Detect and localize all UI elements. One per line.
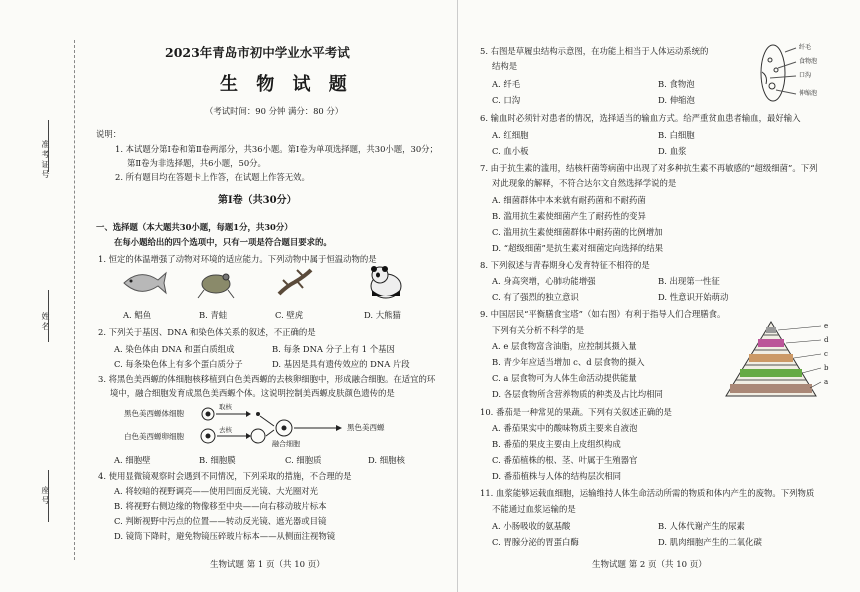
q7-option-c: C. 滥用抗生素使细菌群体中耐药菌的比例增加 xyxy=(492,227,663,237)
q5-option-c: C. 口沟 xyxy=(492,95,521,105)
q4-option-a: A. 将较暗的视野调亮——使用凹面反光镜、大光圈对光 xyxy=(114,486,318,496)
frog-image xyxy=(196,268,236,300)
paramecium-diagram xyxy=(748,40,798,106)
paramecium-cilia-label: 纤毛 xyxy=(799,44,812,51)
q8-option-c: C. 有了强烈的独立意识 xyxy=(492,292,579,302)
q6-option-c: C. 血小板 xyxy=(492,146,529,156)
paramecium-oral-groove-label: 口沟 xyxy=(799,72,812,79)
black-axolotl-label: 黑色美西螈 xyxy=(347,423,385,432)
section-1-instruction: 在每小题给出的四个选项中，只有一项是符合题目要求的。 xyxy=(114,237,332,247)
question-11b: 不能通过血浆运输的是 xyxy=(492,504,576,514)
q3-option-c: C. 细胞质 xyxy=(285,455,322,465)
q1-option-d: D. 大熊猫 xyxy=(364,310,401,320)
q8-option-d: D. 性意识开始萌动 xyxy=(658,292,729,302)
q10-option-c: C. 番茄植株的根、茎、叶属于生殖器官 xyxy=(492,455,638,465)
white-egg-cell-label: 白色美西螈卵细胞 xyxy=(124,432,184,441)
paramecium-food-vacuole-label: 食物泡 xyxy=(799,58,818,65)
q10-option-b: B. 番茄的果皮主要由上皮组织构成 xyxy=(492,439,621,449)
question-1: 1. 恒定的体温增强了动物对环境的适应能力。下列动物中属于恒温动物的是 xyxy=(98,254,377,264)
question-7b: 对此现象的解释，不符合达尔文自然选择学说的是 xyxy=(492,178,677,188)
q7-option-b: B. 滥用抗生素使细菌产生了耐药性的变异 xyxy=(492,211,646,221)
q9-option-b: B. 青少年应适当增加 c、d 层食物的摄入 xyxy=(492,357,645,367)
q2-option-a: A. 染色体由 DNA 和蛋白质组成 xyxy=(114,344,235,354)
exam-title: 2023年青岛市初中学业水平考试 xyxy=(165,45,350,60)
food-pyramid-diagram xyxy=(716,318,829,400)
black-somatic-cell-label: 黑色美西螈体细胞 xyxy=(124,409,184,418)
seat-label: 座号 xyxy=(41,486,50,506)
page-2-footer: 生物试题 第 2 页（共 10 页） xyxy=(592,560,707,570)
q11-option-c: C. 胃腺分泌的胃蛋白酶 xyxy=(492,537,579,547)
question-11: 11. 血浆能够运载血细胞，运输维持人体生命活动所需的物质和体内产生的废物。下列物质 xyxy=(480,488,815,498)
notes-label: 说明： xyxy=(96,129,122,139)
q11-option-a: A. 小肠吸收的氨基酸 xyxy=(492,521,571,531)
section-1-heading: 一、选择题（本大题共30小题，每题1分，共30分） xyxy=(96,222,293,232)
q8-option-a: A. 身高突增，心肺功能增强 xyxy=(492,276,596,286)
pyramid-label-b: b xyxy=(824,364,829,372)
q9-option-c: C. a 层食物可为人体生命活动提供能量 xyxy=(492,373,637,383)
q6-option-d: D. 血浆 xyxy=(658,146,687,156)
note-2: 2. 所有题目均在答题卡上作答，在试题上作答无效。 xyxy=(115,172,310,182)
q10-option-d: D. 番茄植株与人体的结构层次相同 xyxy=(492,471,621,481)
note-1: 1. 本试题分第Ⅰ卷和第Ⅱ卷两部分，共36小题。第Ⅰ卷为单项选择题，共30小题，30分； xyxy=(115,144,438,154)
q5-option-d: D. 伸缩泡 xyxy=(658,95,695,105)
question-8: 8. 下列叙述与青春期身心发育特征不相符的是 xyxy=(480,260,650,270)
name-label: 姓名 xyxy=(41,312,50,332)
pomfret-fish-image xyxy=(120,268,168,298)
panda-image xyxy=(366,264,406,300)
question-7: 7. 由于抗生素的滥用，结核杆菌等病菌中出现了对多种抗生素不再敏感的“超级细菌”。下列 xyxy=(480,163,818,173)
q2-option-b: B. 每条 DNA 分子上有 1 个基因 xyxy=(272,344,395,354)
pyramid-label-c: c xyxy=(824,350,828,358)
question-6: 6. 输血时必须针对患者的情况，选择适当的输血方式。给严重贫血患者输血，最好输入 xyxy=(480,113,801,123)
name-blank xyxy=(48,290,49,342)
fused-cell-label: 融合细胞 xyxy=(272,440,300,448)
pyramid-label-d: d xyxy=(824,336,829,344)
exam-number-blank xyxy=(48,120,49,172)
q8-option-b: B. 出现第一性征 xyxy=(658,276,720,286)
pyramid-label-e: e xyxy=(824,322,829,330)
note-1b: 第Ⅱ卷为非选择题，共6小题，50分。 xyxy=(127,158,266,168)
seat-blank xyxy=(48,470,49,522)
q3-option-d: D. 细胞核 xyxy=(368,455,405,465)
q1-option-c: C. 壁虎 xyxy=(275,310,304,320)
question-4: 4. 使用显微镜观察时会遇到不同情况，下列采取的措施，不合理的是 xyxy=(98,471,352,481)
question-10: 10. 番茄是一种常见的果蔬。下列有关叙述正确的是 xyxy=(480,407,672,417)
remove-nucleus-label: 去核 xyxy=(219,426,232,434)
q2-option-d: D. 基因是具有遗传效应的 DNA 片段 xyxy=(272,359,410,369)
q7-option-a: A. 细菌群体中本来就有耐药菌和不耐药菌 xyxy=(492,195,646,205)
q6-option-a: A. 红细胞 xyxy=(492,130,529,140)
exam-number-label: 准考证号 xyxy=(41,140,50,180)
q3-option-b: B. 细胞膜 xyxy=(199,455,236,465)
question-9: 9. 中国居民“平衡膳食宝塔”（如右图）有利于指导人们合理膳食。 xyxy=(480,309,726,319)
question-2: 2. 下列关于基因、DNA 和染色体关系的叙述，不正确的是 xyxy=(98,327,316,337)
q4-option-d: D. 镜筒下降时，避免物镜压碎玻片标本——从侧面注视物镜 xyxy=(114,531,336,541)
q10-option-a: A. 番茄果实中的酸味物质主要来自液泡 xyxy=(492,423,638,433)
q9-option-d: D. 各层食物所含营养物质的种类及占比均相同 xyxy=(492,389,663,399)
q6-option-b: B. 白细胞 xyxy=(658,130,695,140)
q3-option-a: A. 细胞壁 xyxy=(114,455,151,465)
question-5b: 结构是 xyxy=(492,61,518,71)
gecko-image xyxy=(273,266,317,300)
q1-option-a: A. 鲳鱼 xyxy=(123,310,152,320)
question-9b: 下列有关分析不科学的是 xyxy=(492,325,585,335)
question-3b: 境中，融合细胞发育成黑色美西螈个体。这说明控制美西螈皮肤颜色遗传的是 xyxy=(110,388,395,398)
paramecium-contractile-vacuole-label: 伸缩泡 xyxy=(799,90,818,97)
q4-option-c: C. 判断视野中污点的位置——转动反光镜、遮光器或目镜 xyxy=(114,516,327,526)
page-1-footer: 生物试题 第 1 页（共 10 页） xyxy=(210,560,325,570)
question-3: 3. 将黑色美西螈的体细胞核移植到白色美西螈的去核卵细胞中，形成融合细胞。在适宜的环 xyxy=(98,374,436,384)
part-1-heading: 第Ⅰ卷（共30分） xyxy=(218,195,297,206)
q2-option-c: C. 每条染色体上有多个蛋白质分子 xyxy=(114,359,243,369)
binding-line xyxy=(74,40,75,560)
q11-option-b: B. 人体代谢产生的尿素 xyxy=(658,521,745,531)
q4-option-b: B. 将视野右侧边缘的物像移至中央——向右移动玻片标本 xyxy=(114,501,327,511)
question-5: 5. 右图是草履虫结构示意图，在功能上相当于人体运动系统的 xyxy=(480,46,709,56)
take-nucleus-label: 取核 xyxy=(219,403,232,411)
q7-option-d: D. “超级细菌”是抗生素对细菌定向选择的结果 xyxy=(492,243,664,253)
exam-info: （考试时间：90 分钟 满分：80 分） xyxy=(205,106,344,116)
q9-option-a: A. e 层食物富含油脂，应控制其摄入量 xyxy=(492,341,637,351)
q5-option-a: A. 纤毛 xyxy=(492,79,521,89)
subject-title: 生 物 试 题 xyxy=(220,74,353,95)
pyramid-label-a: a xyxy=(824,378,829,386)
q11-option-d: D. 肌肉细胞产生的二氧化碳 xyxy=(658,537,762,547)
page-right xyxy=(458,0,860,592)
q5-option-b: B. 食物泡 xyxy=(658,79,695,89)
q1-option-b: B. 青蛙 xyxy=(199,310,228,320)
